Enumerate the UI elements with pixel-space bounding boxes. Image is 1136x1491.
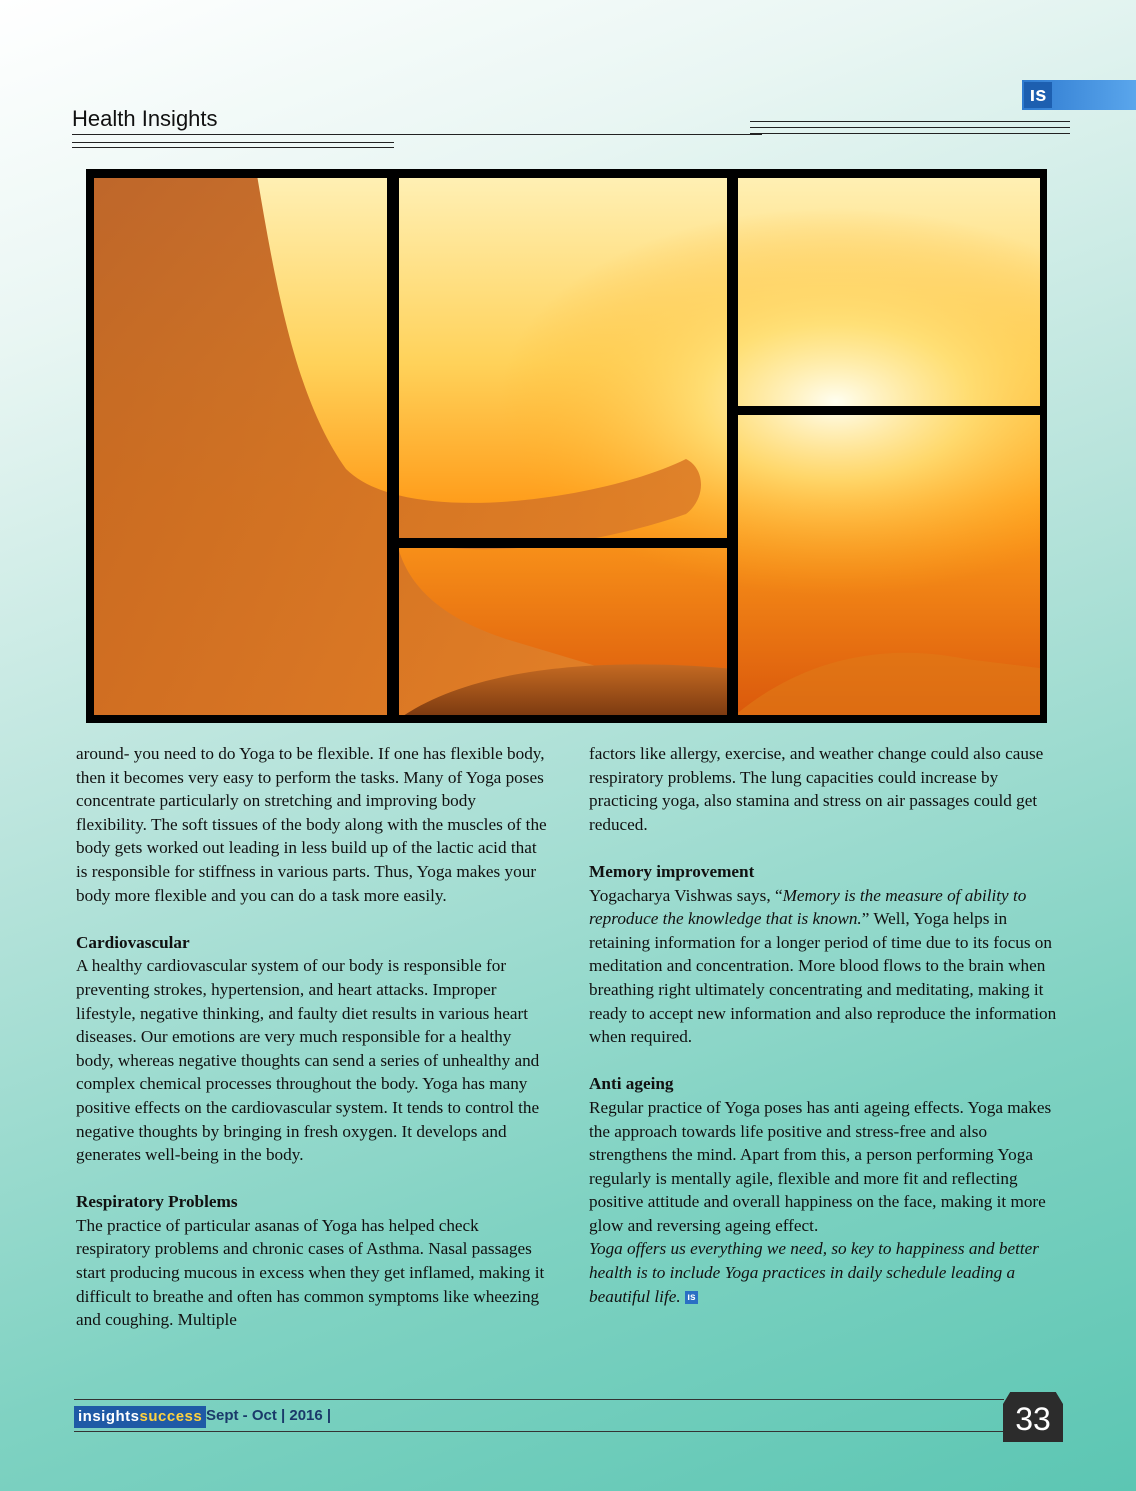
paragraph-respiratory: The practice of particular asanas of Yoga has helped check respiratory problems and chronic cases of Asthma. Nasal passages start producing mucous in excess when they get inflamed, making it difficult to breathe and often has common symptoms like wheezing and coughing. Multiple bbox=[76, 1215, 545, 1330]
paragraph-respiratory-continued: factors like allergy, exercise, and weather change could also cause respiratory problems. The lung capacities could increase by practicing yoga, also stamina and stress on air passages could get reduced. bbox=[589, 744, 1044, 834]
closing-statement bbox=[589, 1237, 1069, 1308]
collage-panel-center-bottom bbox=[399, 548, 727, 715]
footer-issue-date: Sept - Oct | 2016 | bbox=[206, 1407, 332, 1424]
article-column-left bbox=[76, 742, 548, 1355]
paragraph-anti-ageing: Regular practice of Yoga poses has anti ageing effects. Yoga makes the approach towards life positive and stress-free and also strengthens the mind. Apart from this, a person performing Yoga regularly is mentally agile, flexible and more fit and reflecting positive attitude and overall happiness on the face, making it more glow and reversing ageing effect. bbox=[589, 1097, 1052, 1235]
footer-rule-top bbox=[74, 1399, 1004, 1400]
footer-logo-part2: success bbox=[139, 1408, 203, 1425]
paragraph-memory bbox=[589, 884, 1069, 1049]
heading-anti-ageing: Anti ageing bbox=[589, 1074, 674, 1094]
closing-italic: Yoga offers us everything we need, so key to happiness and better health is to include Yoga practices in daily schedule leading a beautiful life. bbox=[589, 1239, 1039, 1306]
memory-body: ” Well, Yoga helps in retaining information for a longer period of time due to its focus on meditation and concentration. More blood flows to the brain when breathing right ultimately concentrating and meditating, making it ready to accept new information and also reproduce the information when required. bbox=[589, 909, 1057, 1047]
footer-rule-bottom bbox=[74, 1431, 1004, 1432]
header-rule-left-double-2 bbox=[72, 147, 394, 148]
collage-panel-right-top bbox=[738, 178, 1040, 406]
yoga-photo-collage bbox=[86, 169, 1047, 723]
footer-logo bbox=[74, 1406, 206, 1428]
header-rule-right-2 bbox=[750, 127, 1070, 128]
heading-memory: Memory improvement bbox=[589, 861, 755, 881]
heading-respiratory: Respiratory Problems bbox=[76, 1192, 238, 1212]
header-rule-right-3 bbox=[750, 133, 1070, 134]
memory-lead: Yogacharya Vishwas says, “ bbox=[589, 885, 783, 905]
header-rule-left bbox=[72, 134, 762, 135]
header-rule-right-1 bbox=[750, 121, 1070, 122]
collage-panel-left bbox=[94, 178, 387, 715]
section-title: Health Insights bbox=[72, 106, 218, 131]
memory-quote: Memory is the measure of ability to reproduce the knowledge that is known. bbox=[589, 885, 1027, 929]
footer-logo-part1: insights bbox=[78, 1408, 140, 1425]
heading-cardiovascular: Cardiovascular bbox=[76, 932, 190, 952]
header-rule-left-double-1 bbox=[72, 142, 394, 143]
brand-logo-icon: ıs bbox=[1024, 82, 1052, 108]
end-mark-icon: ıs bbox=[685, 1291, 698, 1304]
paragraph-flexibility: around- you need to do Yoga to be flexible. If one has flexible body, then it becomes very easy to perform the tasks. Many of Yoga poses concentrate particularly on stretching and improving body flexibility. The soft tissues of the body along with the muscles of the body gets worked out leading in less build up of the lactic acid that is responsible for stiffness in various parts. Thus, Yoga makes your body more flexible and you can do a task more easily. bbox=[76, 744, 547, 905]
collage-panel-center-top bbox=[399, 178, 727, 538]
page-number: 33 bbox=[1015, 1401, 1051, 1437]
article-column-right bbox=[589, 742, 1069, 1332]
paragraph-cardiovascular: A healthy cardiovascular system of our body is responsible for preventing strokes, hypertension, and heart attacks. Improper lifestyle, negative thinking, and faulty diet results in various heart diseases. Our emotions are very much responsible for a healthy body, whereas negative thoughts can send a series of unhealthy and complex chemical processes throughout the body. Yoga has many positive effects on the cardiovascular system. It tends to control the negative thoughts by bringing in fresh oxygen. It develops and generates well-being in the body. bbox=[76, 956, 540, 1165]
collage-panel-right-bottom bbox=[738, 415, 1040, 715]
